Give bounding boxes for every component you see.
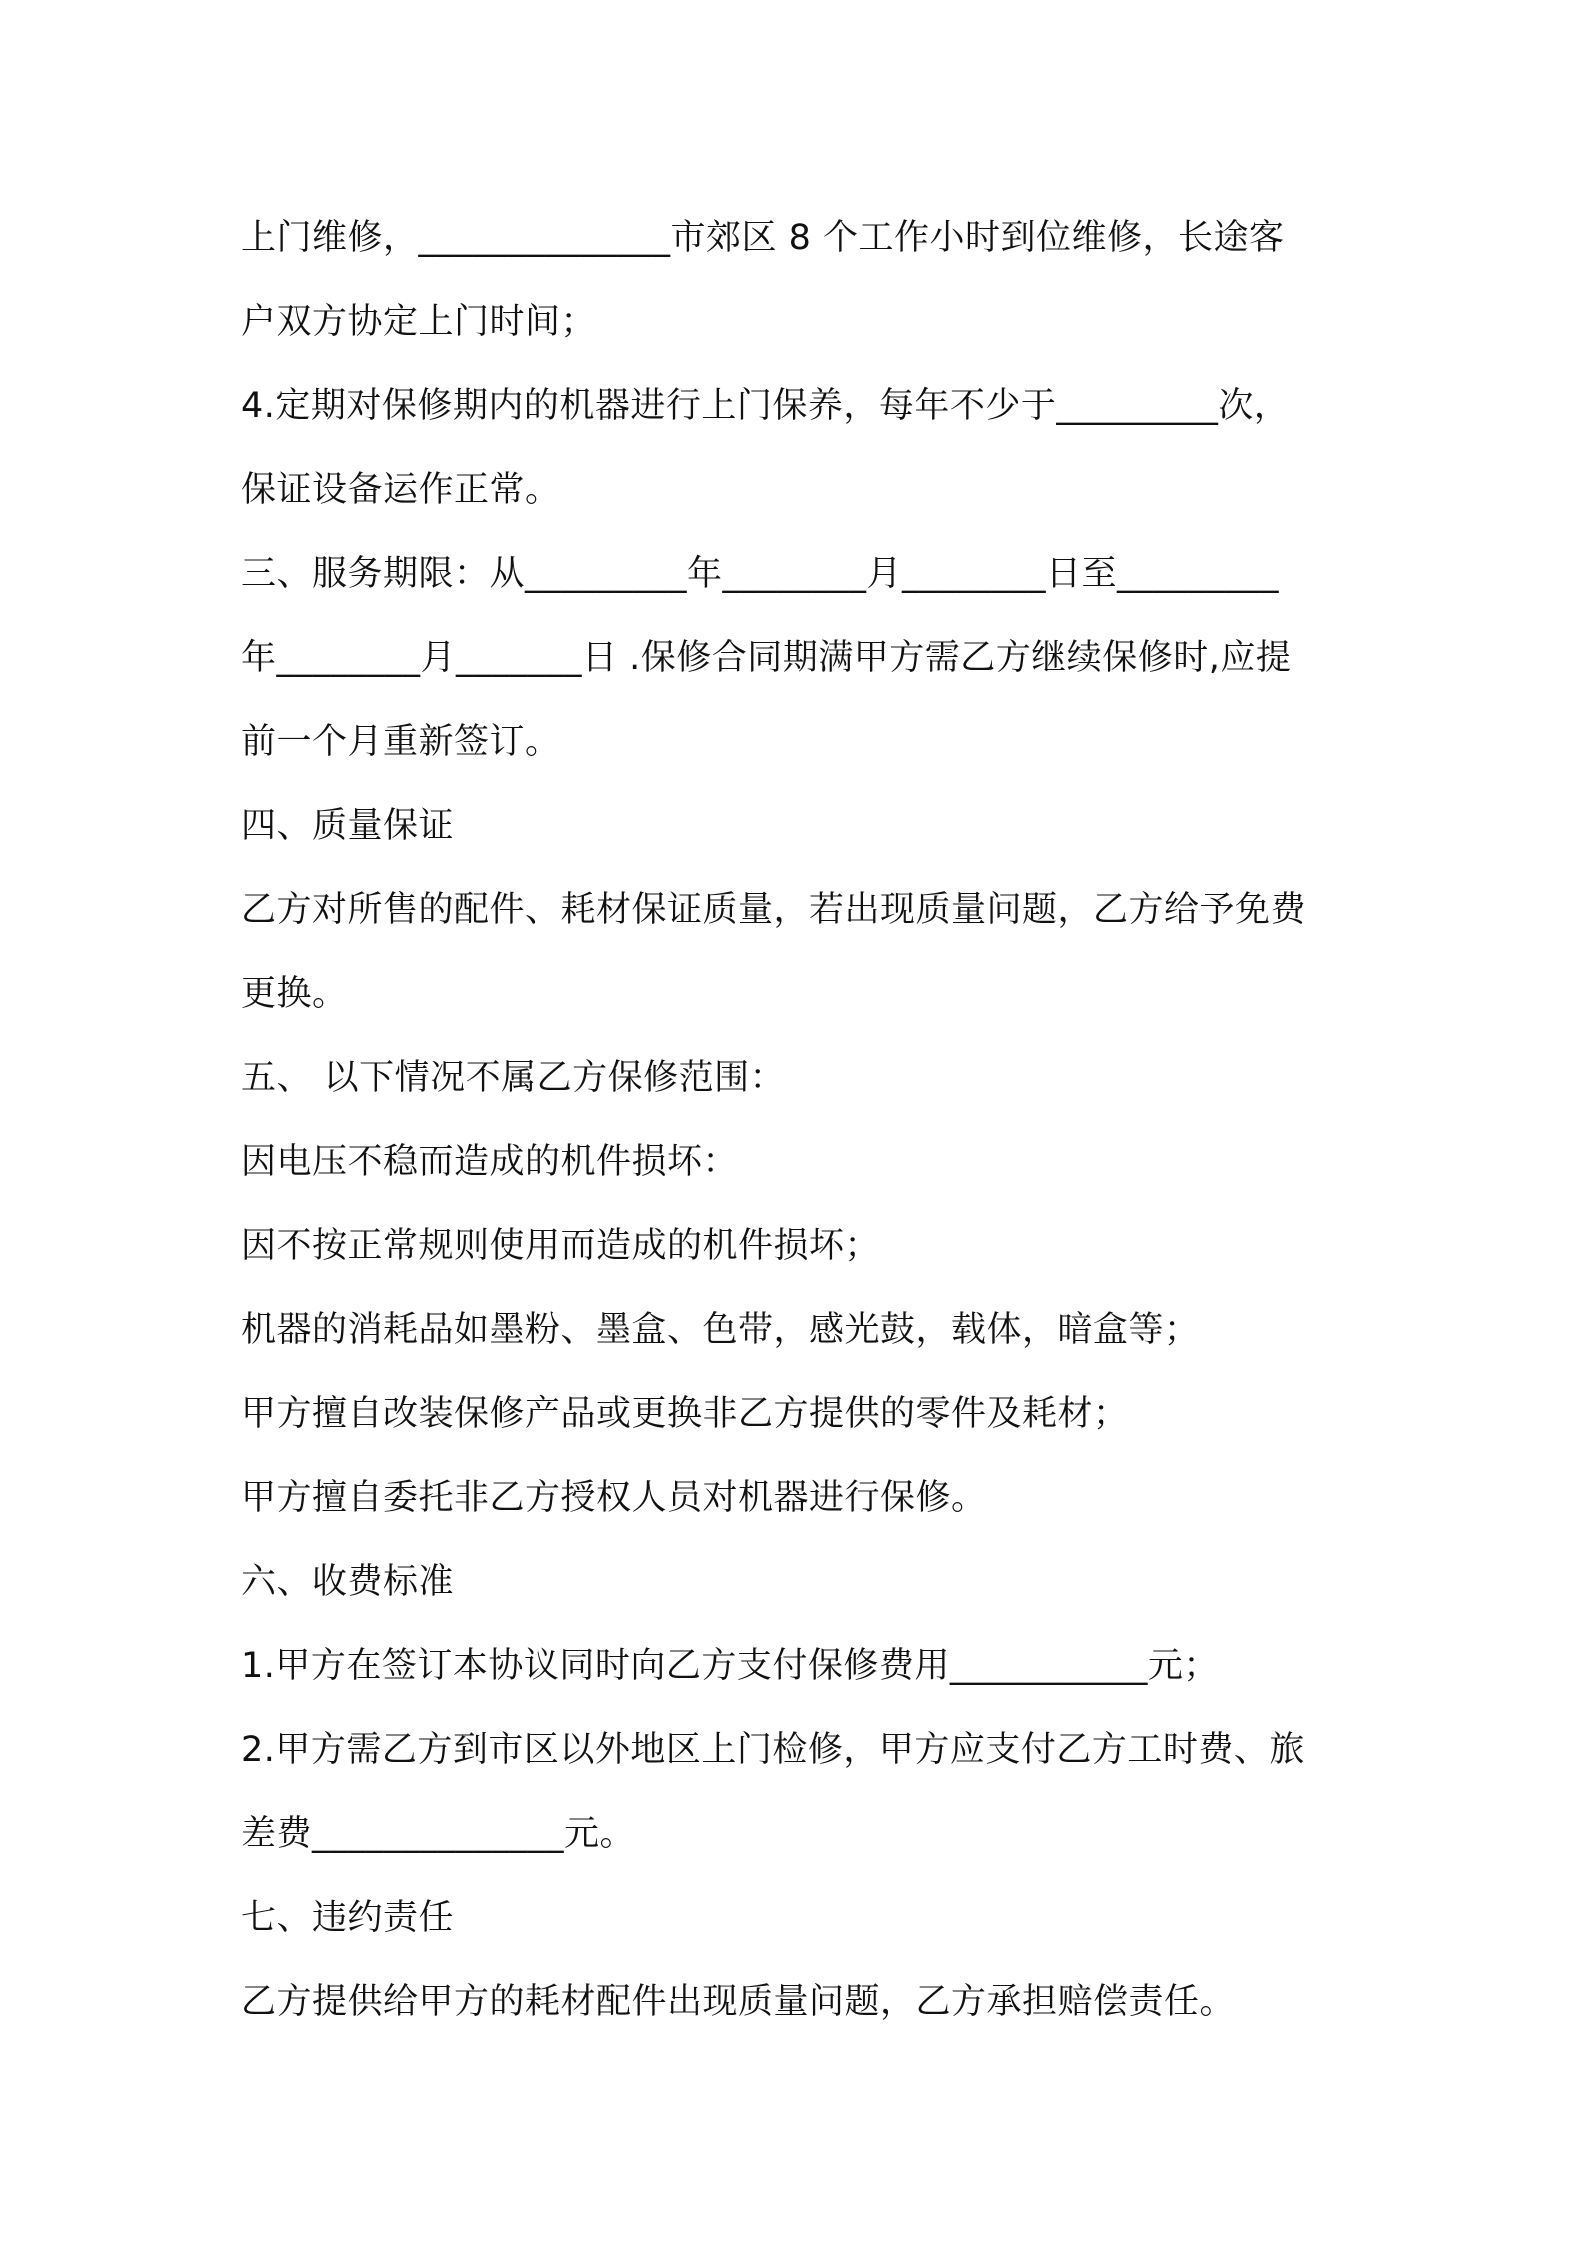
text-line-20: 差费______________元。: [241, 1814, 636, 1854]
text-line-19: 2.甲方需乙方到市区以外地区上门检修，甲方应支付乙方工时费、旅: [241, 1730, 1305, 1770]
section-heading-liability: 七、违约责任: [241, 1898, 455, 1938]
text-line-10: 更换。: [241, 974, 348, 1014]
text-line-4: 保证设备运作正常。: [241, 470, 561, 510]
section-heading-fees: 六、收费标准: [241, 1562, 455, 1602]
text-line-18: 1.甲方在签订本协议同时向乙方支付保修费用___________元；: [241, 1646, 1219, 1686]
text-line-7: 前一个月重新签订。: [241, 722, 561, 762]
section-heading-exclusions: 五、 以下情况不属乙方保修范围：: [241, 1058, 786, 1098]
text-line-15: 甲方擅自改装保修产品或更换非乙方提供的零件及耗材；: [241, 1394, 1129, 1434]
text-line-6: 年________月_______日 .保修合同期满甲方需乙方继续保修时,应提: [241, 638, 1292, 678]
section-heading-quality: 四、质量保证: [241, 806, 455, 846]
text-line-5: 三、服务期限：从_________年________月________日至_________: [241, 554, 1280, 594]
text-line-22: 乙方提供给甲方的耗材配件出现质量问题，乙方承担赔偿责任。: [241, 1982, 1236, 2022]
contract-body: [241, 196, 1371, 2044]
text-line-13: 因不按正常规则使用而造成的机件损坏；: [241, 1226, 881, 1266]
text-line-12: 因电压不稳而造成的机件损坏：: [241, 1142, 739, 1182]
text-line-14: 机器的消耗品如墨粉、墨盒、色带，感光鼓，载体，暗盒等；: [241, 1310, 1200, 1350]
text-line-16: 甲方擅自委托非乙方授权人员对机器进行保修。: [241, 1478, 987, 1518]
text-line-9: 乙方对所售的配件、耗材保证质量，若出现质量问题，乙方给予免费: [241, 890, 1307, 930]
text-line-2: 户双方协定上门时间；: [241, 302, 597, 342]
text-line-3: 4.定期对保修期内的机器进行上门保养，每年不少于_________次，: [241, 386, 1290, 426]
text-line-1: 上门维修，______________市郊区 8 个工作小时到位维修，长途客: [241, 218, 1285, 258]
